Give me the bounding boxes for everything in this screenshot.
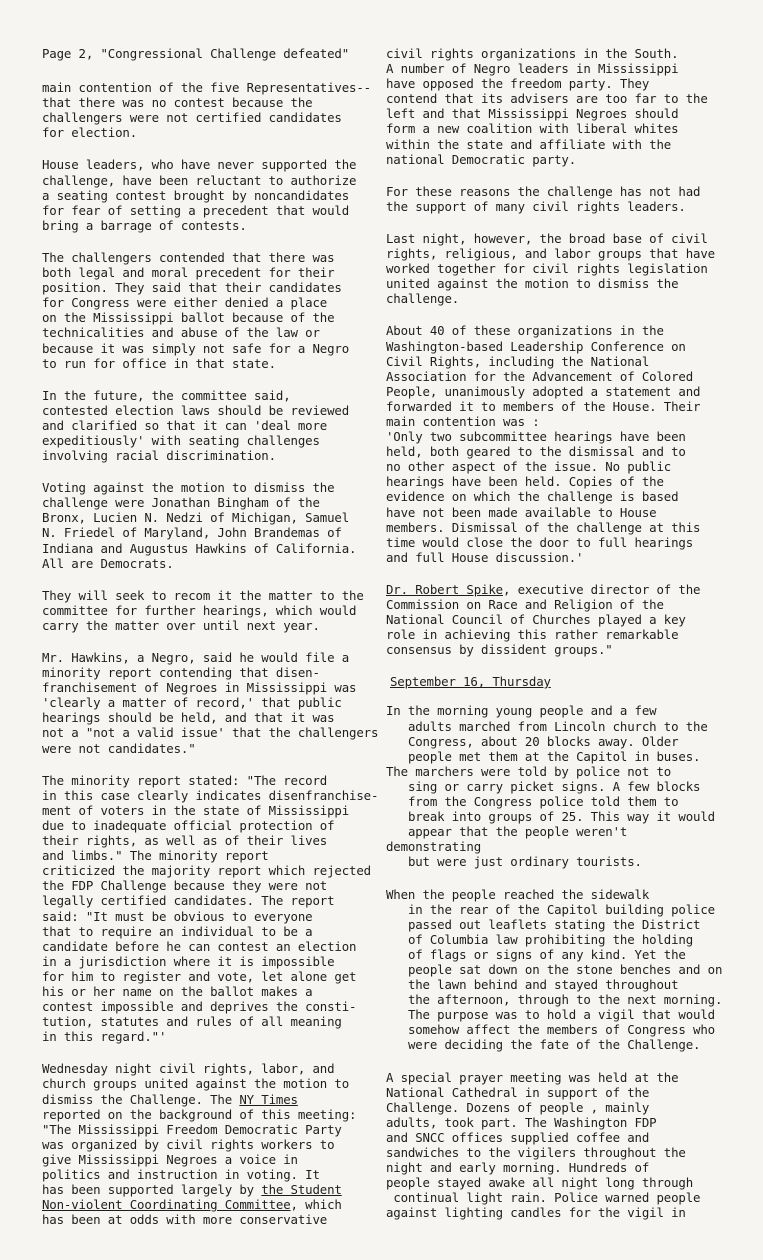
paragraph: House leaders, who have never supported the challenge, have been reluctant to authorize a seating contest brought by noncandidates for fear of setting a precedent that would bring a barrage of contests. [42, 157, 357, 233]
paragraph: A special prayer meeting was held at the National Cathedral in support of the Challenge. Dozens of people , mainly adults, took part. The Washington FDP and SNCC offices supplied coffee and sandwiches to the vigilers throughout the night and early morning. Hundreds of people stayed awake all night long through continual light rain. Police warned people against lighting candles for the vigil in [386, 1069, 701, 1221]
paragraph [42, 1061, 392, 1227]
paragraph: They will seek to recom it the matter to the committee for further hearings, which would carry the matter over until next year. [42, 587, 364, 633]
page-heading: Page 2, "Congressional Challenge defeated" [42, 46, 350, 61]
spike-name: Dr. Robert Spike [386, 581, 503, 597]
text-run: , which has been at odds with more conservative [42, 1197, 342, 1228]
sncc-reference: the Student Non-violent Coordinating Committee [42, 1182, 342, 1213]
paragraph: Last night, however, the broad base of civil rights, religious, and labor groups that have worked together for civil rights legislation united against the motion to dismiss the challenge. [386, 230, 715, 307]
paragraph: Mr. Hawkins, a Negro, said he would file a minority report contending that disen- franchisement of Negroes in Mississippi was 'clearly a matter of record,' that public hearings should be held, and that it was not a "not a valid issue' that the challengers were not candidates." [42, 650, 379, 756]
paragraph: When the people reached the sidewalk in the rear of the Capitol building police passed out leaflets stating the District of Columbia law prohibiting the holding of flags or signs of any kind. Yet the people sat down on the stone benches and on the lawn behind and stayed throughout the afternoon, through to the next morning. The purpose was to hold a vigil that would somehow affect the members of Congress who were deciding the fate of the Challenge. [386, 886, 723, 1053]
paragraph: civil rights organizations in the South. A number of Negro leaders in Mississippi have opposed the freedom party. They contend that its advisers are too far to the left and that Mississippi Negroes should form a new coalition with liberal whites within the state and affiliate with the national Democratic party. [386, 46, 708, 167]
right-column [386, 46, 726, 1237]
paragraph: The minority report stated: "The record in this case clearly indicates disenfranchise- ment of voters in the state of Mississippi due to inadequate official protection of their rights, as well as of their lives and limbs." The minority report criticized the majority report which rejected the FDP Challenge because they were not legally certified candidates. The report said: "It must be obvious to everyone that to require an individual to be a candidate before he can contest an election in a jurisdiction where it is impossible for him to register and vote, let alone get his or her name on the ballot makes a contest impossible and deprives the consti- tution, statutes and rules of all meaning in this regard."' [42, 772, 379, 1045]
nyt-reference: NY Times [239, 1091, 298, 1107]
left-column [42, 46, 392, 1244]
text-run: , executive director of the Commission on Race and Religion of the National Council of Churches played a key role in achieving this rather remarkable consensus by dissident groups." [386, 581, 701, 658]
text-run: reported on the background of this meeting: "The Mississippi Freedom Democratic Party was organized by civil rights workers to give Mississippi Negroes a voice in politics and instruction in voting. It has been supported largely by [42, 1106, 357, 1198]
text-run: Wednesday night civil rights, labor, and church groups united against the motion to dismiss the Challenge. The [42, 1061, 350, 1107]
paragraph: About 40 of these organizations in the Washington-based Leadership Conference on Civil Rights, including the National Association for the Advancement of Colored People, unanimously adopted a statement and forwarded it to members of the House. Their main contention was : 'Only two subcommittee hearings have been held, both geared to the dismissal and to no other aspect of the issue. No public hearings have been held. Copies of the evidence on which the challenge is based have not been made available to House members. Dismissal of the challenge at this time would close the door to full hearings and full House discussion.' [386, 323, 701, 565]
paragraph: main contention of the five Representatives-- that there was no contest because the challengers were not certified candidates for election. [42, 80, 371, 141]
date-subheading: September 16, Thursday [390, 674, 551, 690]
paragraph: In the future, the committee said, contested election laws should be reviewed and clarified so that it can 'deal more expeditiously' with seating challenges involving racial discrimination. [42, 387, 350, 464]
paragraph: The challengers contended that there was both legal and moral precedent for their position. They said that their candidates for Congress were either denied a place on the Mississippi ballot because of the technicalities and abuse of the law or because it was simply not safe for a Negro to run for office in that state. [42, 249, 350, 371]
paragraph: For these reasons the challenge has not had the support of many civil rights leaders. [386, 183, 701, 214]
paragraph: Voting against the motion to dismiss the challenge were Jonathan Bingham of the Bronx, Lucien N. Nedzi of Michigan, Samuel N. Friedel of Maryland, John Brandemas of Indiana and Augustus Hawkins of California. All are Democrats. [42, 480, 357, 571]
paragraph: In the morning young people and a few adults marched from Lincoln church to the Congress, about 20 blocks away. Older people met them at the Capitol in buses. The marchers were told by police not to sing or carry picket signs. A few blocks from the Congress police told them to break into groups of 25. This way it would appear that the people weren't demonstrating but were just ordinary tourists. [386, 703, 715, 870]
paragraph [386, 582, 726, 657]
